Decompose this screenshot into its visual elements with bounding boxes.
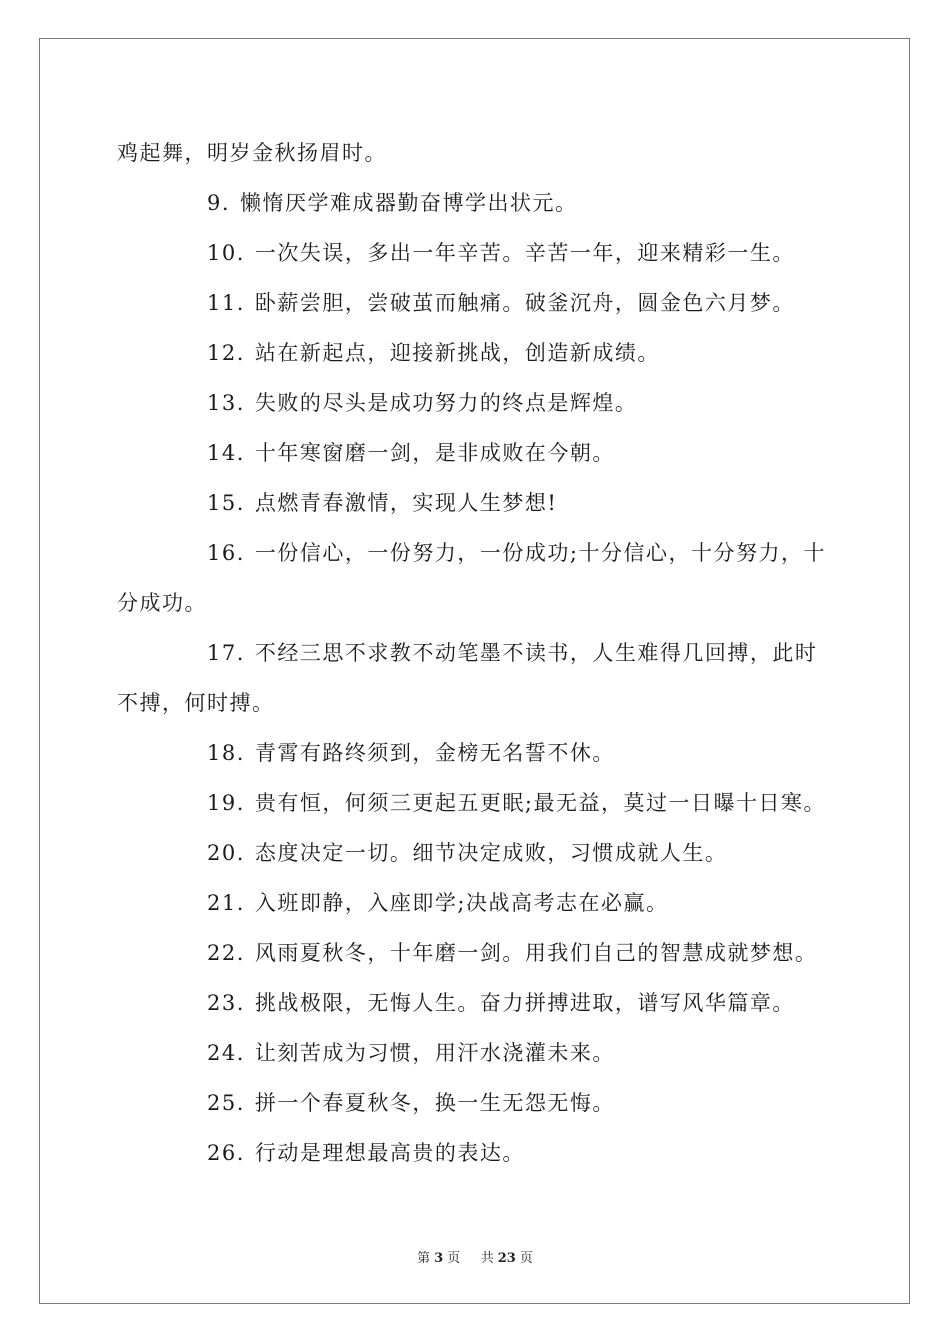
text-paragraph [117,128,837,178]
text-paragraph [117,1078,837,1128]
item-text: 拼一个春夏秋冬，换一生无怨无悔。 [254,1091,615,1115]
text-paragraph [117,1028,837,1078]
item-number: 24. [207,1041,245,1065]
item-text: 失败的尽头是成功努力的终点是辉煌。 [254,391,638,415]
page-total: 23 [497,1251,516,1266]
total-suffix: 页 [519,1251,533,1266]
item-number: 23. [207,991,245,1015]
item-text: 卧薪尝胆，尝破茧而触痛。破釜沉舟，圆金色六月梦。 [254,291,795,315]
item-number: 25. [207,1091,245,1115]
item-number: 22. [207,941,245,965]
page-suffix: 页 [447,1251,461,1266]
text-paragraph [117,478,837,528]
text-paragraph [117,928,837,978]
item-number: 11. [207,291,245,315]
item-number: 16. [207,541,245,565]
text-paragraph [117,1128,837,1178]
text-paragraph [117,828,837,878]
text-paragraph [117,278,837,328]
item-text: 点燃青春激情，实现人生梦想! [254,491,558,515]
text-paragraph [117,628,837,728]
item-text: 十年寒窗磨一剑，是非成败在今朝。 [254,441,615,465]
item-number: 12. [207,341,245,365]
item-text: 行动是理想最高贵的表达。 [254,1141,525,1165]
item-text: 不经三思不求教不动笔墨不读书，人生难得几回搏，此时不搏，何时搏。 [117,641,818,715]
item-number: 20. [207,841,245,865]
item-number: 14. [207,441,245,465]
item-number: 17. [207,641,245,665]
item-number: 9. [207,191,231,215]
text-paragraph [117,378,837,428]
item-text: 鸡起舞，明岁金秋扬眉时。 [117,141,387,165]
item-number: 19. [207,791,245,815]
text-paragraph [117,328,837,378]
item-text: 一份信心，一份努力，一份成功;十分信心，十分努力，十分成功。 [117,541,826,615]
text-paragraph [117,978,837,1028]
item-text: 青霄有路终须到，金榜无名誓不休。 [254,741,615,765]
text-paragraph [117,528,837,628]
item-text: 懒惰厌学难成器勤奋博学出状元。 [240,191,578,215]
item-number: 18. [207,741,245,765]
item-text: 一次失误，多出一年辛苦。辛苦一年，迎来精彩一生。 [254,241,795,265]
text-paragraph [117,178,837,228]
total-prefix: 共 [480,1251,494,1266]
item-number: 15. [207,491,245,515]
item-text: 入班即静，入座即学;决战高考志在必赢。 [254,891,669,915]
item-text: 挑战极限，无悔人生。奋力拼搏进取，谱写风华篇章。 [254,991,795,1015]
text-paragraph [117,878,837,928]
item-number: 21. [207,891,245,915]
item-text: 让刻苦成为习惯，用汗水浇灌未来。 [254,1041,615,1065]
item-number: 13. [207,391,245,415]
text-paragraph [117,428,837,478]
item-number: 10. [207,241,245,265]
item-text: 站在新起点，迎接新挑战，创造新成绩。 [254,341,660,365]
item-text: 贵有恒，何须三更起五更眠;最无益，莫过一日曝十日寒。 [254,791,826,815]
document-body [117,128,837,1178]
text-paragraph [117,228,837,278]
item-text: 态度决定一切。细节决定成败，习惯成就人生。 [254,841,728,865]
text-paragraph [117,778,837,828]
item-text: 风雨夏秋冬，十年磨一剑。用我们自己的智慧成就梦想。 [254,941,818,965]
page-prefix: 第 [417,1251,431,1266]
page-footer [0,1247,950,1266]
text-paragraph [117,728,837,778]
item-number: 26. [207,1141,245,1165]
page-current: 3 [434,1251,444,1266]
